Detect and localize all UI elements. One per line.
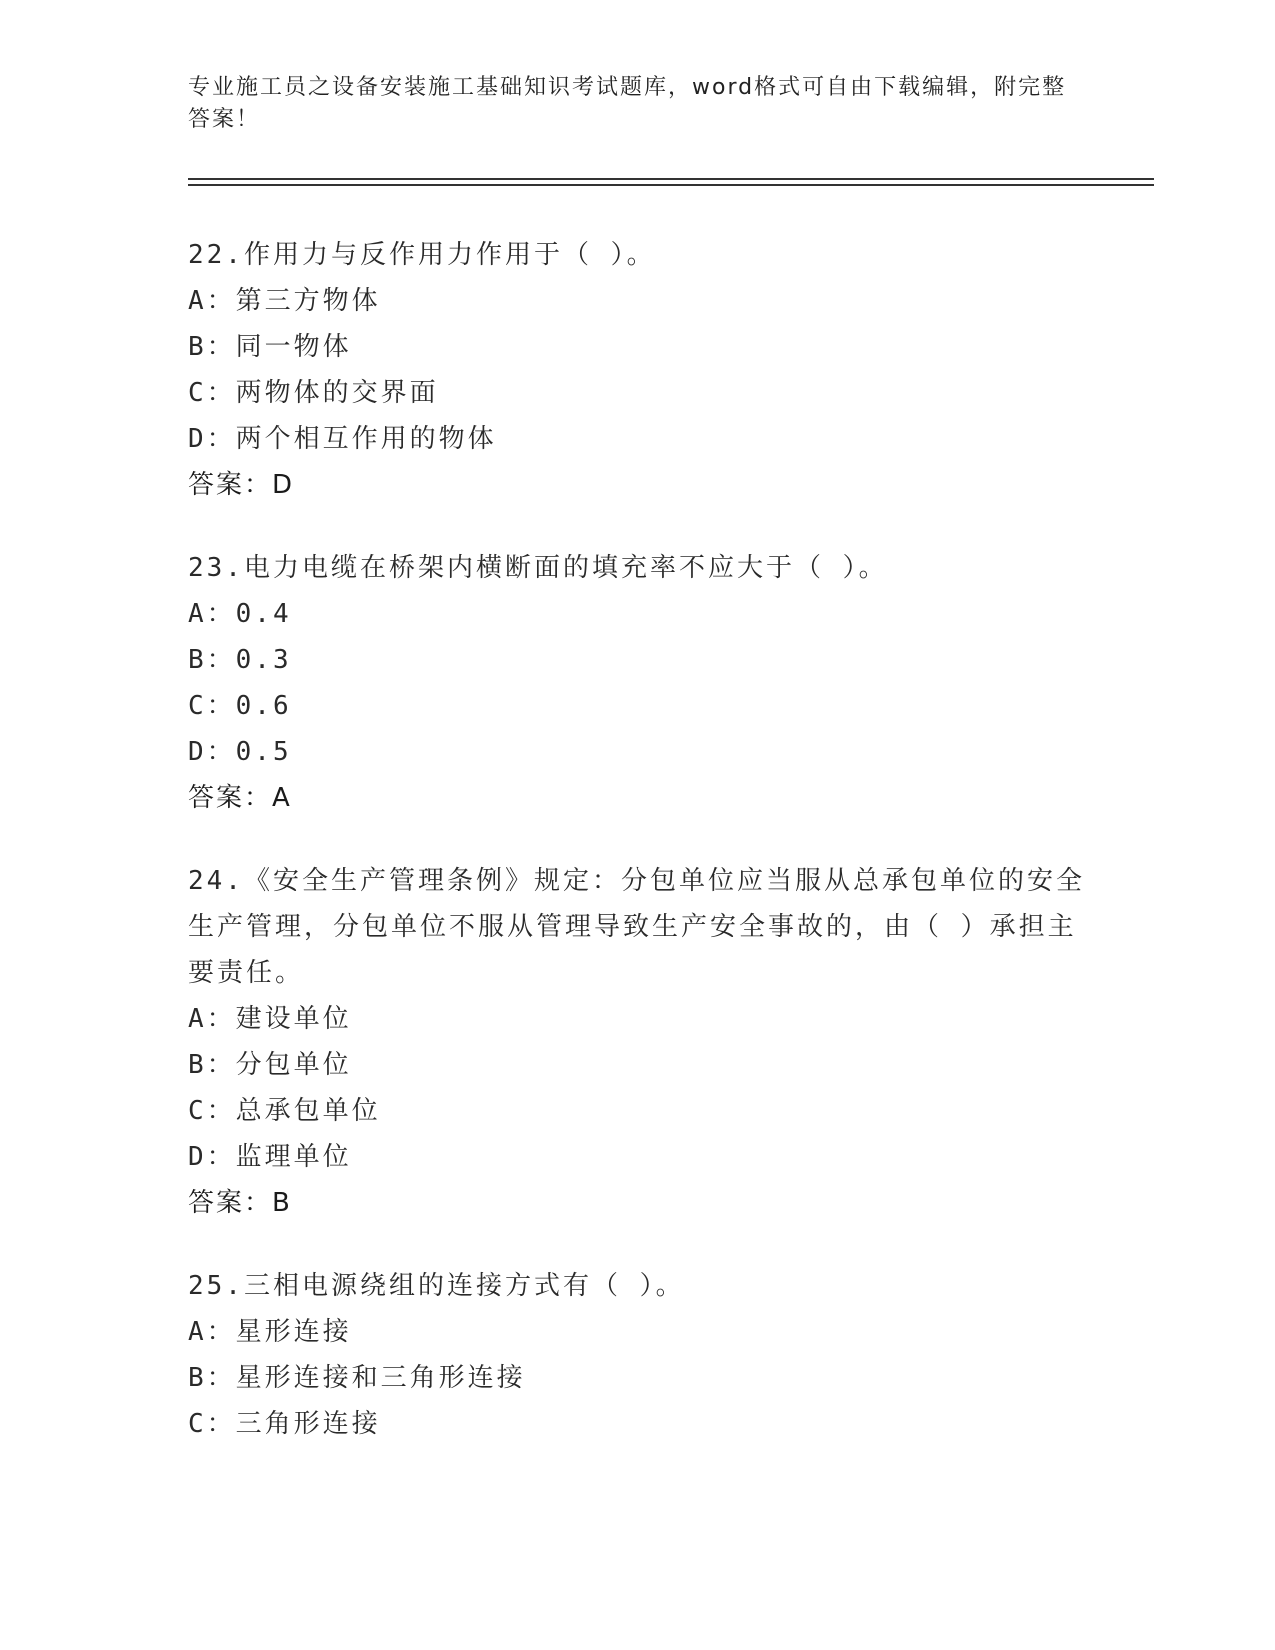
question-23 — [188, 545, 1088, 821]
option-c: C：总承包单位 — [188, 1096, 381, 1126]
option-b: B：星形连接和三角形连接 — [188, 1363, 526, 1393]
header-divider-top — [188, 178, 1154, 180]
question-stem: 23.电力电缆在桥架内横断面的填充率不应大于（ ）。 — [188, 553, 888, 583]
option-a: A：建设单位 — [188, 1004, 352, 1034]
option-d: D：两个相互作用的物体 — [188, 424, 497, 454]
option-a: A：0.4 — [188, 599, 292, 629]
option-c: C：两物体的交界面 — [188, 378, 439, 408]
answer: 答案：A — [188, 783, 292, 813]
option-d: D：0.5 — [188, 737, 292, 767]
option-a: A：星形连接 — [188, 1317, 352, 1347]
answer: 答案：B — [188, 1188, 292, 1218]
question-list — [188, 232, 1088, 1484]
option-b: B：分包单位 — [188, 1050, 352, 1080]
document-header: 专业施工员之设备安装施工基础知识考试题库，word格式可自由下载编辑，附完整答案！ — [188, 75, 1067, 132]
header-divider-bottom — [188, 184, 1154, 186]
option-a: A：第三方物体 — [188, 286, 381, 316]
question-stem: 24.《安全生产管理条例》规定：分包单位应当服从总承包单位的安全生产管理，分包单位不服从管理导致生产安全事故的，由（ ）承担主要责任。 — [188, 866, 1085, 988]
option-c: C：三角形连接 — [188, 1409, 381, 1439]
option-c: C：0.6 — [188, 691, 292, 721]
question-stem: 25.三相电源绕组的连接方式有（ ）。 — [188, 1271, 685, 1301]
option-b: B：0.3 — [188, 645, 292, 675]
question-22 — [188, 232, 1088, 508]
question-25 — [188, 1263, 1088, 1447]
option-b: B：同一物体 — [188, 332, 352, 362]
option-d: D：监理单位 — [188, 1142, 352, 1172]
question-24 — [188, 858, 1088, 1226]
question-stem: 22.作用力与反作用力作用于（ ）。 — [188, 240, 656, 270]
answer: 答案：D — [188, 470, 295, 500]
